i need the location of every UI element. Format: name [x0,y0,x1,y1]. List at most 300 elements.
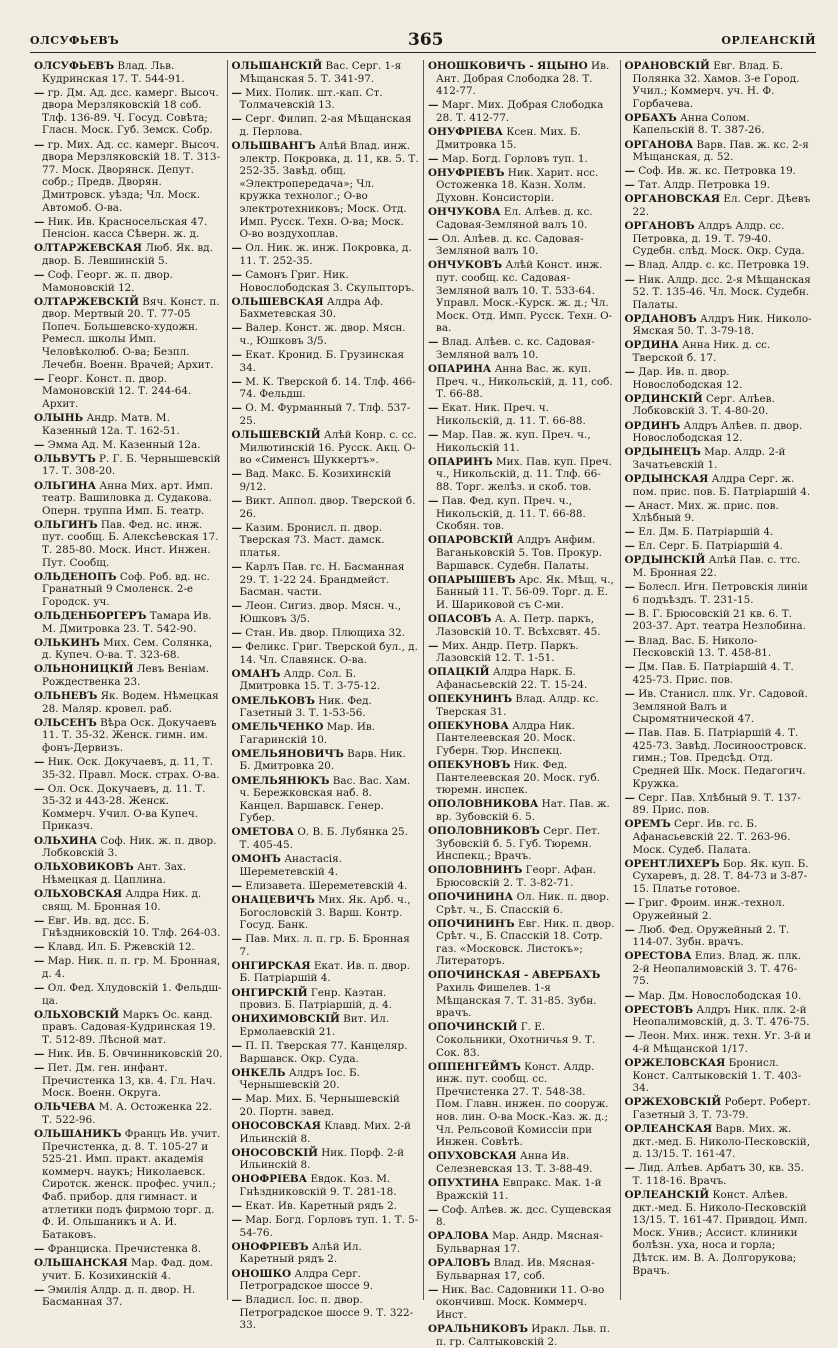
entry-details: А. А. Петр. паркъ, Лазовскій 10. Т. Всѣхсвят. 45. [436,612,601,638]
entry-surname: — [428,99,439,112]
directory-entry [34,982,223,1007]
directory-entry [232,1241,420,1266]
entry-details: Евдок. Коз. М. Гнѣздниковскій 9. Т. 281-18. [239,1173,397,1198]
entry-details: М. А. Остоженка 22. Т. 522-96. [42,1101,212,1126]
entry-surname: — [231,402,242,415]
entry-details: Нат. Пав. ж. вр. Зубовскій 6. 5. [436,798,610,823]
directory-entry [34,637,223,662]
entry-surname: — [34,982,45,995]
entry-surname: — [34,941,45,954]
directory-entry [428,1177,616,1202]
directory-entry [232,748,420,773]
entry-surname: ОРДИНСКІЙ [624,392,703,405]
entry-details: Алдра Серг. Петроградское шоссе 9. [239,1267,373,1293]
directory-entry [625,259,813,272]
entry-details: Болесл. Игн. Петровскія линіи 6 подъѣздъ. Т. 231-15. [632,581,808,606]
directory-entry [232,1040,420,1065]
entry-details: Мар. Алдр. 2-й Зачатьевскій 1. [632,446,786,471]
directory-entry [232,402,420,427]
entry-surname: — [624,1162,635,1175]
entry-surname: ОЛЬШАНСКАЯ [34,1257,128,1270]
entry-details: Ив. Станисл. плк. Уг. Садовой. Земляной Валъ и Сыромятнической 47. [632,687,808,726]
directory-entry [428,233,616,258]
entry-surname: — [231,242,242,255]
directory-entry [232,641,420,666]
entry-details: Ник. Порф. 2-й Ильинскій 8. [239,1146,405,1172]
entry-surname: — [231,349,242,362]
entry-surname: — [34,782,45,795]
directory-entry [625,526,813,539]
directory-entry [428,574,616,612]
entry-details: Леон. Мих. инж. техн. Уг. 3-й и 4-й Мѣщанской 1/17. [632,1030,811,1055]
entry-details: Соф. Алѣев. ж. дсс. Сущевская 8. [436,1203,612,1229]
entry-details: Алдр. Сол. Б. Дмитровка 15. Т. 3-75-12. [239,667,381,693]
directory-entry [625,727,813,790]
entry-details: Ксен. Мих. Б. Дмитровка 15. [436,125,581,151]
directory-entry [232,322,420,347]
entry-details: Арс. Як. Мѣщ. ч., Банный 11. Т. 56-09. Торг. д. Е. И. Шариковой съ С-ми. [436,573,614,611]
entry-details: Франциска. Пречистенка 8. [47,1242,202,1255]
directory-entry [34,1257,223,1282]
directory-entry [232,1268,420,1293]
entry-surname: — [428,336,439,349]
entry-surname: — [231,933,242,946]
entry-surname: ОРЛЕАНСКІЙ [624,1188,710,1201]
directory-entry [34,519,223,569]
directory-entry [428,1230,616,1255]
entry-surname: — [428,152,439,165]
entry-surname: — [34,1242,45,1255]
entry-details: Андр. Матв. М. Казенный 12а. Т. 162-51. [42,412,180,437]
entry-details: Евпракс. Мак. 1-й Вражскій 11. [436,1176,602,1202]
entry-details: Ник. Алдр. дсс. 2-я Мѣщанская 52. Т. 135-46. Чл. Моск. Судебн. Палаты. [632,273,811,311]
directory-entry [232,894,420,932]
entry-details: Эмилія Алдр. д. п. двор. Н. Басманная 37. [42,1283,196,1309]
directory-entry [625,581,813,606]
entry-details: Ол. Ник. п. двор. Срѣт. ч., Б. Спасскій 6. [436,890,610,916]
directory-entry [232,113,420,138]
entry-surname: ОНУФРІЕВЪ [428,166,505,179]
entry-surname: ОМЕЛЬЧЕНКО [231,721,324,734]
entry-surname: ОРГАНОВСКАЯ [624,193,720,206]
entry-details: Серг. Пет. Зубовскій б. 5. Губ. Тюремн. Инспекц.; Врачъ. [436,824,601,863]
entry-details: Алдръ Анфим. Ваганьковскій 5. Тов. Прокур. Варшавск. Судебн. Палаты. [436,534,602,572]
entry-details: Клавд. Мих. 2-й Ильинскій 8. [239,1120,411,1145]
directory-entry [428,1204,616,1229]
entry-surname: ОЛЬШЕВСКАЯ [231,295,324,308]
directory-entry [625,500,813,525]
directory-entry [625,112,813,137]
entry-surname: ОРДАНОВЪ [624,312,697,325]
entry-surname: — [231,495,242,508]
entry-surname: ОНОШКО [231,1267,292,1280]
entry-details: Соф. Ник. ж. п. двор. Лобковскій 3. [42,834,217,860]
entry-surname: — [428,1283,439,1296]
entry-details: Пав. Фед. куп. Преч. ч., Никольскій, д. 11. Т. 66-88. Скобян. тов. [436,495,586,533]
directory-entry [34,87,223,137]
entry-details: Казим. Бронисл. п. двор. Тверская 73. Маст. дамск. платья. [239,521,385,559]
entry-surname: — [231,1214,242,1227]
entry-surname: ОНОФРІЕВА [231,1173,308,1186]
directory-entry [232,775,420,825]
entry-details: Ник. Вас. Садовники 11. О-во окончивш. Моск. Коммерч. Инст. [436,1283,605,1321]
entry-details: Мар. Дм. Новослободская 10. [638,989,802,1002]
entry-details: Карлъ Пав. гс. Н. Басманная 29. Т. 1-22 24. Брандмейст. Басман. части. [239,561,405,599]
entry-surname: — [231,113,242,126]
entry-surname: — [624,1030,635,1043]
entry-details: Роберт. Роберт. Газетный 3. Т. 73-79. [632,1096,811,1121]
entry-surname: ОПОЛОВНИНЪ [428,864,523,877]
entry-details: Алдръ Ник. плк. 2-й Неопалимовскій, д. 3. Т. 476-75. [632,1003,810,1029]
directory-entry [625,139,813,164]
directory-entry [428,456,616,494]
entry-details: Алдръ Алѣев. п. двор. Новослободская 12. [632,419,803,445]
directory-entry [232,853,420,878]
directory-entry [428,60,616,98]
directory-entry [34,571,223,609]
directory-entry [625,446,813,471]
entry-details: Екат. Ив. п. двор. Б. Патріаршій 4. [239,959,410,985]
entry-details: Ант. Зах. Нѣмецкая д. Цаплина. [42,861,187,886]
entry-details: Ел. Дм. Б. Патріаршій 4. [638,526,774,539]
directory-entry [232,1013,420,1038]
entry-details: Алдра Аф. Бахметевская 30. [239,295,384,321]
entry-surname: ОЛТАРЖЕВСКІЙ [34,295,139,308]
entry-surname: — [231,322,242,335]
entry-surname: ОРАЛОВА [428,1230,489,1243]
directory-entry [625,1030,813,1055]
entry-details: Пав. Пав. Б. Патріаршій 4. Т. 425-73. Завѣд. Лосиноостровск. гимн.; Тов. Предсѣд. Отд. Средней Шк. Моск. Педагогич. Кружка. [632,727,807,790]
entry-surname: ОРДЫНСКАЯ [624,472,709,485]
entry-details: Иракл. Льв. п. п. гр. Салтыковскій 2. [436,1323,610,1348]
directory-entry [428,153,616,166]
entry-details: Мар. Ив. Гагаринскій 10. [239,721,376,746]
directory-entry [34,783,223,833]
entry-surname: ОПУХОВСКАЯ [428,1150,517,1163]
entry-surname: ОНУФРІЕВА [428,125,503,138]
directory-entry [428,1061,616,1149]
entry-surname: — [231,468,242,481]
entry-details: Ник. Оск. Докучаевъ, д. 11, Т. 35-32. Правл. Моск. страх. О-ва. [42,755,220,781]
directory-entry [34,1284,223,1309]
entry-surname: ОПАРИНЪ [428,455,493,468]
entry-details: Евг. Ник. п. двор. Срѣт. ч., Б. Спасскій 18. Сотр. газ. «Московск. Листокъ»; Литераторъ. [436,917,615,968]
entry-details: Ник. Фед. Пантелеевская 20. Моск. губ. тюремн. инспек. [436,758,600,797]
entry-details: Мар. Богд. Горловъ туп. 1. Т. 5-54-76. [239,1214,419,1239]
entry-details: Тамара Ив. М. Дмитровка 23. Т. 542-90. [42,609,212,635]
entry-details: Влад. Вас. Б. Николо-Песковскій 13. Т. 458-81. [632,634,772,660]
directory-entry [428,402,616,427]
entry-surname: ОЛЬГИНЪ [34,518,98,531]
entry-details: Григ. Фроим. инж.-технол. Оружейный 2. [632,896,785,922]
entry-surname: ОРЕНТЛИХЕРЪ [624,857,720,870]
entry-surname: — [34,1062,45,1075]
entry-details: Варв. Пав. ж. кс. 2-я Мѣщанская, д. 52. [632,138,809,164]
entry-details: Бронисл. Конст. Салтыковскій 1. Т. 403-34. [632,1057,802,1095]
entry-details: Дар. Ив. п. двор. Новослободская 12. [632,366,743,391]
entry-details: Ол. Оск. Докучаевъ, д. 11. Т. 35-32 и 443-28. Женск. Коммерч. Учил. О-ва Купеч. Приказч. [42,782,206,833]
entry-surname: — [624,896,635,909]
entry-details: гр. Дм. Ад. дсс. камерг. Высоч. двора Мерзляковскій 18 соб. Тлф. 136-89. Ч. Госуд. Совѣта; Гласн. Моск. Губ. Земск. Собр. [42,86,219,137]
entry-details: Марг. Мих. Добрая Слободка 28. Т. 412-77. [436,99,604,124]
entry-surname: ОМАНЪ [231,667,281,680]
entry-surname: ОМОНЪ [231,853,281,866]
directory-entry [428,891,616,916]
directory-entry [232,87,420,112]
directory-entry [34,480,223,518]
directory-entry [34,861,223,886]
entry-details: Алдръ Алдр. сс. Петровка, д. 19. Т. 79-40. Судебн. слѣд. Моск. Окр. Суда. [632,220,805,258]
directory-entry [34,941,223,954]
entry-details: П. П. Тверская 77. Канцеляр. Варшавск. Окр. Суда. [239,1039,408,1065]
directory-entry [428,429,616,454]
entry-surname: ОЛЬКИНЪ [34,636,100,649]
entry-details: Влад. Льв. Кудринская 17. Т. 544-91. [42,60,185,85]
entry-surname: ОНЧУКОВА [428,206,501,219]
entry-surname: ОРДЫНЕЦЪ [624,446,701,459]
entry-details: Вѣра Оск. Докучаевъ 11. Т. 35-32. Женск. гимн. им. фонъ-Дервизъ. [42,716,217,754]
entry-surname: — [624,259,635,272]
entry-details: Стан. Ив. двор. Плющиха 32. [245,627,406,640]
entry-details: Лид. Алѣев. Арбатъ 30, кв. 35. Т. 118-16. Врачъ. [632,1162,805,1187]
directory-entry [428,666,616,691]
directory-entry [34,412,223,437]
entry-details: Мих. Сем. Солянка, д. Купеч. О-ва. Т. 323-68. [42,636,213,662]
entry-details: Влад. Ив. Мясная-Бульварная 17, соб. [436,1257,595,1282]
entry-surname: ОЛЬШАНСКІЙ [231,60,323,72]
directory-entry [428,969,616,1019]
directory-entry [232,1120,420,1145]
entry-surname: — [624,791,635,804]
directory-entry [625,990,813,1003]
directory-entry [232,1067,420,1092]
directory-entry [625,339,813,364]
entry-surname: — [34,1283,45,1296]
directory-entry [428,640,616,665]
directory-entry [428,126,616,151]
directory-entry [34,373,223,411]
entry-surname: — [34,215,45,228]
entry-surname: ОПАЦКІЙ [428,666,490,679]
entry-details: В. Г. Брюсовскій 21 кв. 6. Т. 203-37. Арт. театра Незлобина. [632,607,806,633]
directory-entry [232,1093,420,1118]
entry-surname: ОПОЧИНИНА [428,890,514,903]
entry-surname: ОЛЬШЕВСКІЙ [231,429,321,442]
entry-surname: ОЛТАРЖЕВСКАЯ [34,242,142,255]
entry-surname: ОЛЬЧЕВА [34,1101,96,1114]
entry-surname: — [231,1294,242,1307]
directory-entry [428,918,616,968]
directory-entry [625,661,813,686]
entry-surname: — [624,661,635,674]
entry-details: Алдра Ник. Пантелеевская 20. Моск. Губерн. Тюр. Инспекц. [436,719,576,757]
directory-entry [428,693,616,718]
entry-surname: ОЛЬХИНА [34,834,97,847]
entry-surname: ОЛЬХОВСКАЯ [34,887,123,900]
entry-details: Ник. Ив. Б. Овчинниковскій 20. [47,1048,223,1061]
directory-entry [232,600,420,625]
entry-surname: ОМЕЛЬКОВЪ [231,694,315,707]
entry-details: Соф. Георг. ж. п. двор. Мамоновскій 12. [42,269,173,294]
entry-surname: ОЛЬДЕНБОРГЕРЪ [34,609,147,622]
entry-details: Люб. Як. вд. двор. Б. Левшинскій 5. [42,242,213,267]
directory-entry [232,880,420,893]
entry-details: Екат. Ник. Преч. ч. Никольскій, д. 11. Т. 66-88. [436,402,586,428]
directory-entry [625,924,813,949]
entry-surname: ОМЕЛЬЯНЮКЪ [231,774,330,787]
entry-details: Анна Ив. Селезневская 13. Т. 3-88-49. [436,1150,593,1175]
entry-details: Вяч. Конст. п. двор. Мертвый 20. Т. 77-05 Попеч. Большевско-художн. Ремесл. школы Имп. Человѣколюб. О-ва; Безпл. Лечебн. Военн. Врачей; Архит. [42,295,220,371]
entry-details: Пав. Фед. нс. инж. пут. сообщ. Б. Алексѣевская 17. Т. 285-80. Моск. Инст. Инжен. Пут. Сообщ. [42,518,219,569]
entry-surname: — [624,581,635,594]
entry-details: Влад. Алдр. с. кс. Петровка 19. [638,259,810,272]
entry-surname: — [428,1203,439,1216]
entry-surname: — [428,429,439,442]
entry-surname: ОНОШКОВИЧЪ - ЯЦЫНО [428,60,588,72]
entry-surname: ОРЛЕАНСКАЯ [624,1123,713,1135]
directory-entry [232,495,420,520]
directory-entry [232,1214,420,1239]
entry-surname: ОЛЬНЕВЪ [34,690,98,702]
entry-details: Генр. Каэтан. провиз. Б. Патріаршій, д. 4. [239,986,392,1012]
entry-surname: ОПОЛОВНИКОВЪ [428,824,540,837]
directory-entry [428,167,616,205]
entry-details: Георг. Конст. п. двор. Мамоновскій 12. Т. 244-64. Архит. [42,372,192,410]
entry-details: Рахиль Фишелев. 1-я Мѣщанская 7. Т. 31-85. Зубн. врачъ. [436,982,597,1020]
entry-surname: ОРДИНЪ [624,419,681,432]
entry-surname: — [428,232,439,245]
directory-entry [625,60,813,110]
directory-entry [625,792,813,817]
entry-surname: ОРАЛЬНИКОВЪ [428,1323,528,1335]
entry-surname: — [231,879,242,892]
entry-details: Г. Е. Сокольники, Охотничья 9. Т. Сок. 83. [436,1021,596,1059]
entry-surname: — [34,138,45,151]
entry-details: Ив. Ант. Добрая Слободка 28. Т. 412-77. [436,60,610,98]
entry-surname: ОЛЬСЕНЪ [34,716,97,729]
entry-details: Конст. Алдр. инж. пут. сообщ. сс. Пречистенка 27. Т. 548-38. Пом. Главн. инжен. по сооруж. нов. лин. О-ва Моск.-Каз. ж. д.; Чл. Рельсовой Комиссіи при Инжен. Совѣтѣ. [436,1060,609,1149]
entry-surname: ОППЕНГЕЙМЪ [428,1060,521,1073]
entry-surname: — [624,989,635,1002]
entry-surname: — [624,273,635,286]
directory-entry [428,759,616,797]
entry-details: Ник. Фед. Газетный 3. Т. 1-53-56. [239,694,372,720]
entry-surname: ОНГИРСКАЯ [231,959,311,972]
directory-entry [34,888,223,913]
directory-entry [625,274,813,312]
directory-entry [34,1101,223,1126]
entry-details: гр. Мих. Ад. сс. камерг. Высоч. двора Мерзляковскій 18. Т. 313-77. Моск. Дворянск. Депут. собр.; Предв. Дворян. Дмитровск. уѣзда; Чл. Моск. Автомоб. О-ва. [42,138,221,214]
entry-surname: ОПЕКУНОВА [428,719,509,732]
entry-surname: — [231,375,242,388]
directory-entry [34,1062,223,1100]
header-left-word: ОЛСУФЬЕВЪ [30,34,120,47]
entry-details: Влад. Алѣев. с. кс. Садовая-Земляной валъ 10. [436,336,595,362]
entry-details: Ел. Алѣев. д. кс. Садовая-Земляной валъ 10. [436,206,593,231]
entry-surname: ОНОСОВСКІЙ [231,1146,318,1159]
entry-details: Мих. Полик. шт.-кап. Ст. Толмачевскій 13. [239,86,383,112]
directory-entry [34,915,223,940]
directory-entry [428,613,616,638]
entry-details: Мих. Пав. куп. Преч. ч., Никольскій, д. 11. Тлф. 66-88. Торг. желѣз. и скоб. тов. [436,455,612,493]
directory-entry [34,453,223,478]
entry-surname: ОЛЬВУТЪ [34,452,96,465]
directory-entry [34,1243,223,1256]
directory-entry [34,242,223,267]
directory-entry [232,695,420,720]
entry-surname: ОНОСОВСКАЯ [231,1120,321,1132]
entry-surname: ОНИХИМОВСКІЙ [231,1013,340,1026]
entry-details: Левъ Веніам. Рождественка 23. [42,663,210,688]
directory-entry [625,1057,813,1095]
entry-details: Ол. Ник. ж. инж. Покровка, д. 11. Т. 252-35. [239,242,412,267]
directory-entry [428,1150,616,1175]
entry-surname: ОПАРЫШЕВЪ [428,573,516,586]
entry-surname: — [624,634,635,647]
directory-entry [625,554,813,579]
entry-details: Францъ Ив. учит. Пречистенка, д. 8. Т. 105-27 и 525-21. Имп. практ. академія коммерч. наукъ; Николаевск. Сиротск. женск. профес. учил.; Фаб. прибор. для гимнаст. и атлетики подъ фирмою торг. д. Ф. И. Ольшаникъ и А. И. Батаковъ. [42,1128,221,1241]
entry-details: Анна Вас. ж. куп. Преч. ч., Никольскій, д. 11, соб. Т. 66-88. [436,363,613,401]
entry-details: Дм. Пав. Б. Патріаршій 4. Т. 425-73. Прис. пов. [632,661,794,686]
entry-surname: — [231,641,242,654]
entry-details: Эмма Ад. М. Казенный 12а. [47,438,201,451]
entry-details: Ол. Алѣев. д. кс. Садовая-Земляной валъ 10. [436,232,584,258]
entry-surname: ОПАРИНА [428,363,492,376]
entry-details: Алдра Нарк. Б. Афанасьевскій 22. Т. 15-24. [436,666,588,691]
entry-surname: — [231,627,242,640]
entry-surname: — [624,165,635,178]
directory-entry [34,955,223,980]
directory-entry [625,1162,813,1187]
directory-entry [625,1123,813,1161]
directory-entry [625,473,813,498]
directory-entry [428,336,616,361]
entry-details: Мар. Мих. Б. Чернышевскій 20. Портн. завед. [239,1093,400,1118]
directory-entry [625,635,813,660]
directory-entry [428,798,616,823]
entry-details: Викт. Аппол. двор. Тверской б. 26. [239,495,416,520]
directory-entry [625,540,813,553]
entry-surname: ОПАРОВСКІЙ [428,534,514,547]
entry-details: Бор. Як. куп. Б. Сухаревъ, д. 28. Т. 84-73 и 3-87-15. Платье готовое. [632,857,809,895]
entry-surname: — [231,1093,242,1106]
entry-details: Елиз. Влад. ж. плк. 2-й Неопалимовскій 3. Т. 476-75. [632,950,802,988]
entry-details: Конст. Алѣев. дкт.-мед. Б. Николо-Песковскій 13/15. Т. 161-47. Привдоц. Имп. Моск. Унив.; Ассист. клиники болѣзн. уха, носа и горла; Дѣтск. им. В. А. Долгорукова; Врачъ. [632,1188,808,1277]
entry-details: Самонъ Григ. Ник. Новослободская 3. Скульпторъ. [239,269,415,294]
directory-entry [34,610,223,635]
entry-surname: ОЛЬНОНИЦКІЙ [34,663,134,676]
column-2 [227,60,424,1332]
entry-surname: ОПЕКУНИНЪ [428,693,513,705]
directory-entry [625,165,813,178]
entry-details: О. В. Б. Лубянка 25. Т. 405-45. [239,826,408,852]
entry-surname: — [624,179,635,192]
entry-details: Ел. Серг. Б. Патріаршій 4. [638,540,783,553]
entry-surname: — [34,438,45,451]
entry-details: Пав. Мих. л. п. гр. Б. Бронная 7. [239,933,410,958]
entry-details: Мар. Фад. дом. учит. Б. Козихинскій 4. [42,1257,213,1282]
entry-surname: ОРБАХЪ [624,111,677,124]
directory-entry [232,349,420,374]
entry-details: Соф. Ив. ж. кс. Петровка 19. [638,165,796,178]
entry-surname: ОНОФРІЕВЪ [231,1240,309,1253]
directory-entry [428,206,616,231]
column-4 [620,60,817,1300]
directory-entry [428,495,616,533]
directory-entry [34,139,223,215]
entry-surname: — [624,526,635,539]
entry-details: Ол. Фед. Хлудовскій 1. Фельдш-ца. [42,982,222,1007]
